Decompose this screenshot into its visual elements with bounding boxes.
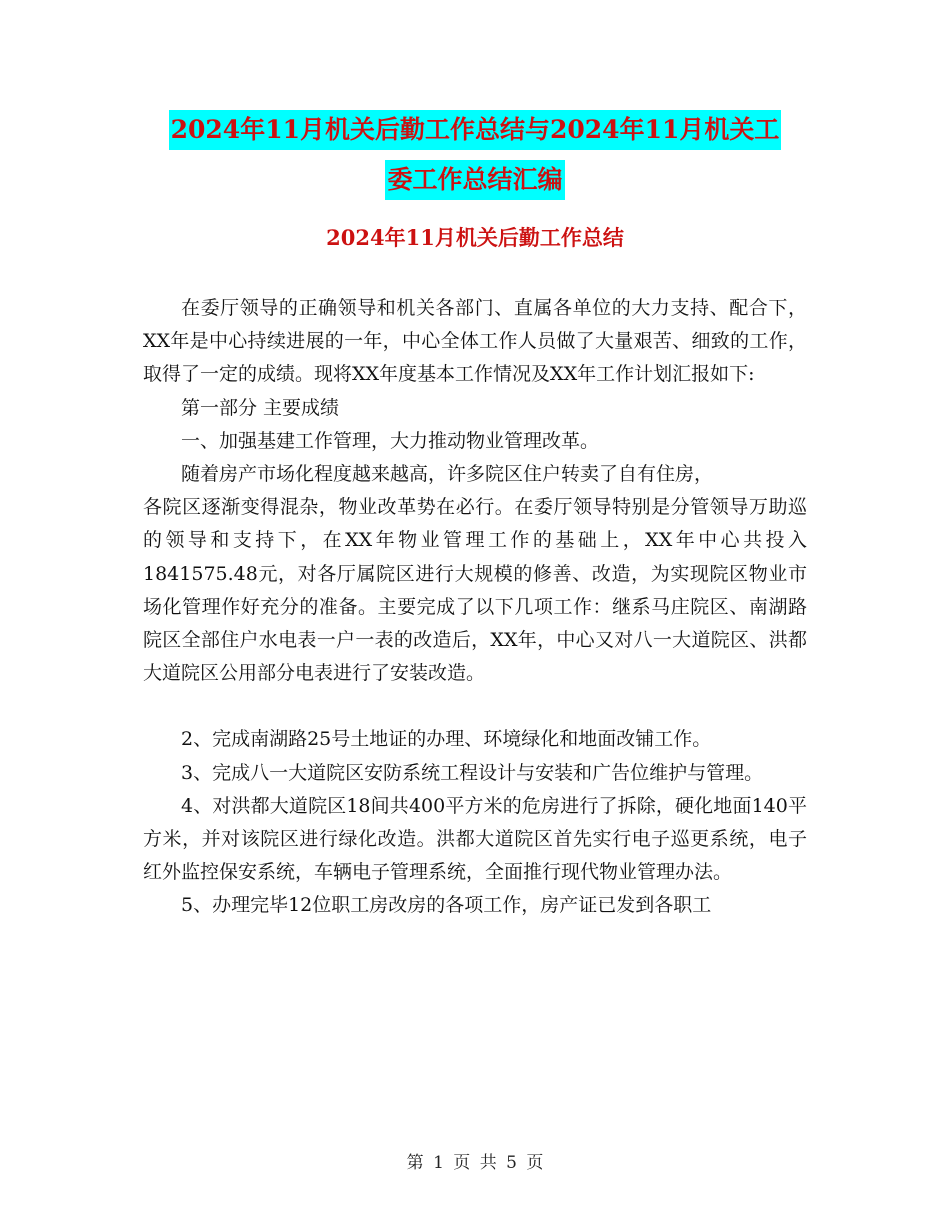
- total-pages: 5: [506, 1153, 517, 1173]
- paragraph-property-reform: 各院区逐渐变得混杂，物业改革势在必行。在委厅领导特别是分管领导万助巡的领导和支持下，在XX年物业管理工作的基础上，XX年中心共投入1841575.48元，对各厅属院区进行大规模的修善、改造，为实现院区物业市场化管理作好充分的准备。主要完成了以下几项工作：继系马庄院区、南湖路院区全部住户水电表一户一表的改造后，XX年，中心又对八一大道院区、洪都大道院区公用部分电表进行了安装改造。: [143, 496, 807, 685]
- paragraph-item-3: 3、完成八一大道院区安防系统工程设计与安装和广告位维护与管理。: [181, 761, 764, 784]
- paragraph-intro: 在委厅领导的正确领导和机关各部门、直属各单位的大力支持、配合下，XX年是中心持续进展的一年，中心全体工作人员做了大量艰苦、细致的工作，取得了一定的成绩。现将XX年度基本工作情况及XX年工作计划汇报如下:: [143, 297, 807, 386]
- paragraph-part-heading: 第一部分 主要成绩: [181, 396, 340, 419]
- title-line-1: 2024年11月机关后勤工作总结与2024年11月机关工: [169, 110, 782, 150]
- page-footer: [0, 1150, 950, 1176]
- paragraph-item-2: 2、完成南湖路25号土地证的办理、环境绿化和地面改铺工作。: [181, 728, 712, 751]
- document-body: [143, 292, 807, 923]
- page-label: 第: [406, 1153, 424, 1173]
- title-line-2: 委工作总结汇编: [385, 160, 564, 200]
- total-label: 共: [479, 1153, 497, 1173]
- section-title: 2024年11月机关后勤工作总结: [326, 225, 624, 250]
- page-unit: 页: [453, 1153, 471, 1173]
- paragraph-market-line: 随着房产市场化程度越来越高，许多院区住户转卖了自有住房，: [181, 463, 714, 486]
- document-title: [0, 110, 950, 210]
- paragraph-item-4: 4、对洪都大道院区18间共400平方米的危房进行了拆除，硬化地面140平方米，并对该院区进行绿化改造。洪都大道院区首先实行电子巡更系统，电子红外监控保安系统，车辆电子管理系统，全面推行现代物业管理办法。: [143, 794, 807, 884]
- paragraph-item-5: 5、办理完毕12位职工房改房的各项工作，房产证已发到各职工: [181, 894, 712, 917]
- page-number: 1: [433, 1153, 444, 1173]
- total-unit: 页: [526, 1153, 544, 1173]
- paragraph-heading-1: 一、加强基建工作管理，大力推动物业管理改革。: [181, 429, 600, 452]
